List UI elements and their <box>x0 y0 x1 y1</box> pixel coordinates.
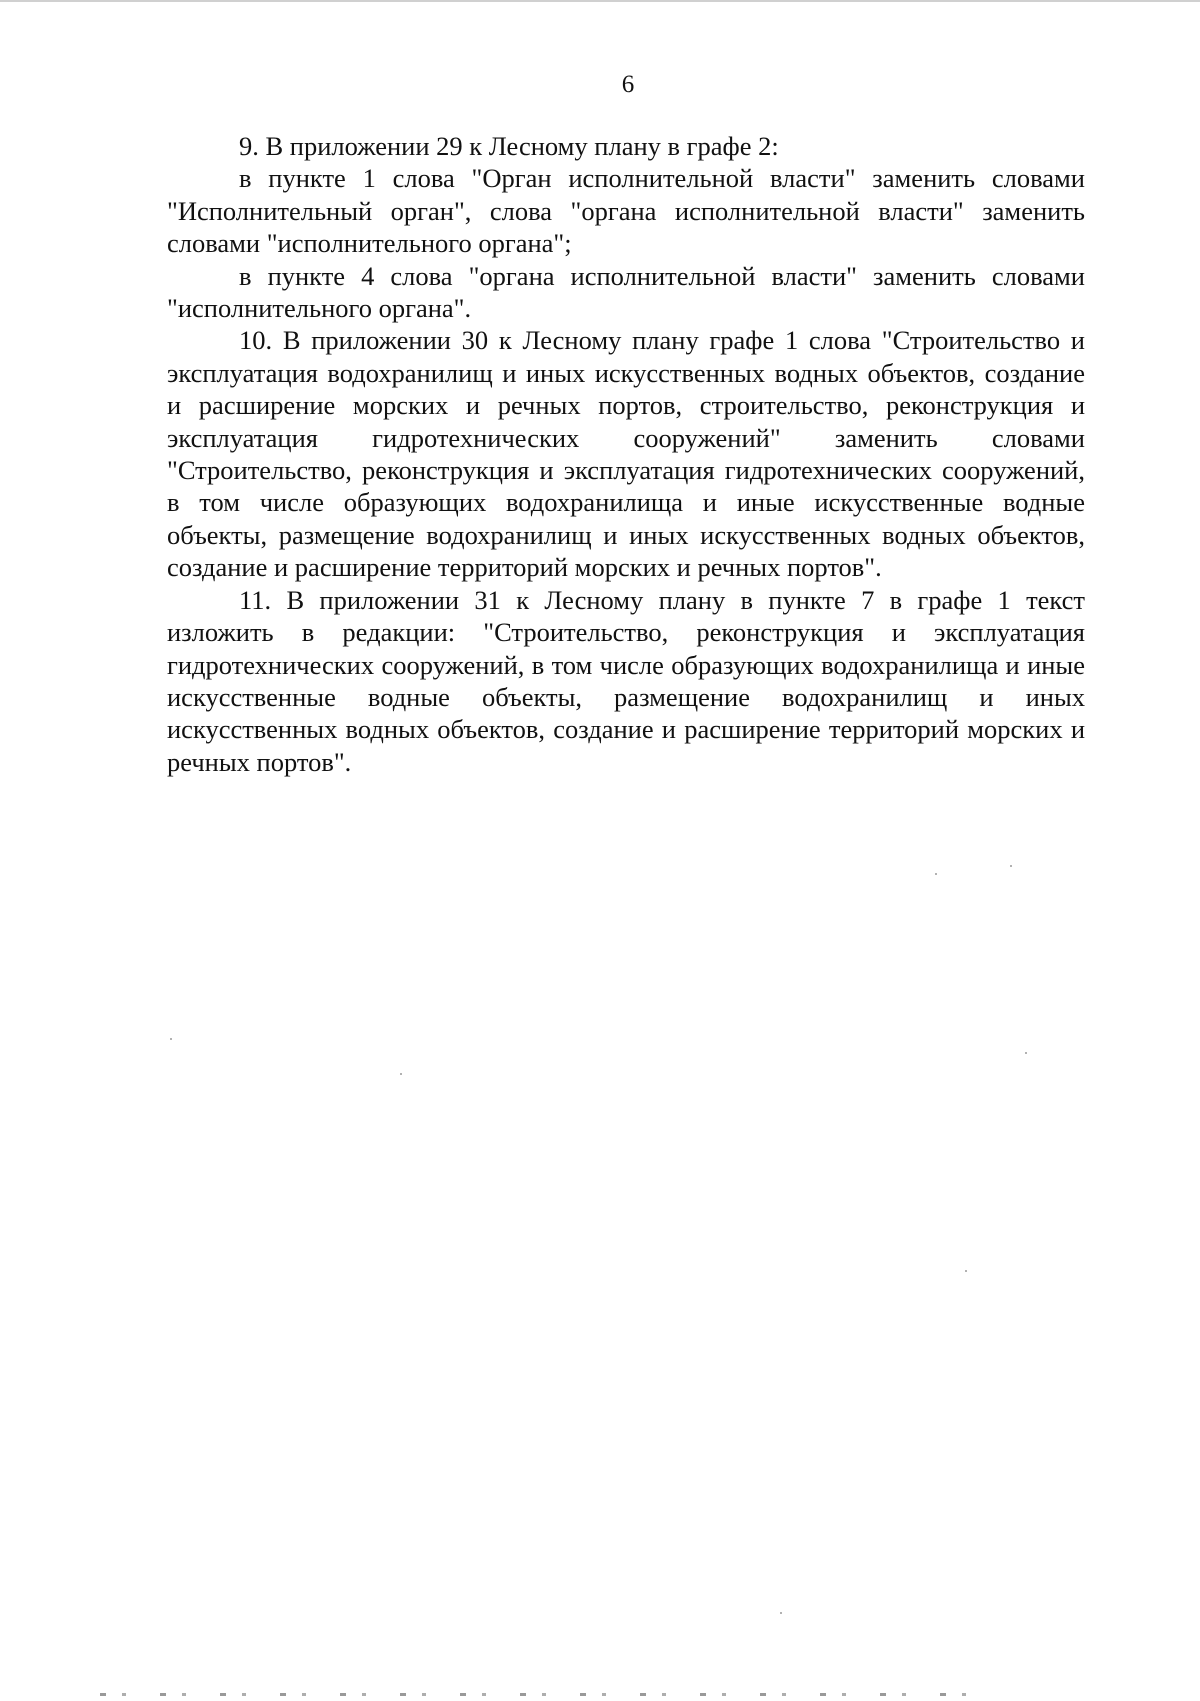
paragraph-item-9: 9. В приложении 29 к Лесному плану в графе 2: <box>239 131 779 161</box>
paragraph-item-10: 10. В приложении 30 к Лесному плану графе 1 слова "Строительство и эксплуатация водохранилищ и иных искусственных водных объектов, создание и расширение морских и речных портов, строительство, реконструкция и эксплуатация гидротехнических сооружений" заменить словами "Строительство, реконструкция и эксплуатация гидротехнических сооружений, в том числе образующих водохранилища и иные искусственные водные объекты, размещение водохранилищ и иных искусственных водных объектов, создание и расширение территорий морских и речных портов". <box>167 325 1085 583</box>
page-number: 6 <box>621 71 635 98</box>
scan-bottom-noise <box>100 1693 980 1696</box>
scan-speck <box>780 1612 782 1614</box>
scan-speck <box>400 1073 402 1075</box>
paragraph-item-9-point-1: в пункте 1 слова "Орган исполнительной власти" заменить словами "Исполнительный орган", слова "органа исполнительной власти" заменить словами "исполнительного органа"; <box>167 163 1085 259</box>
scan-speck <box>935 873 937 875</box>
document-body <box>167 130 1085 778</box>
scan-top-edge <box>0 0 1200 2</box>
scan-speck <box>1010 865 1012 867</box>
paragraph-item-9-point-4: в пункте 4 слова "органа исполнительной власти" заменить словами "исполнительного органа". <box>167 260 1085 324</box>
paragraph-item-11: 11. В приложении 31 к Лесному плану в пункте 7 в графе 1 текст изложить в редакции: "Строительство, реконструкция и эксплуатация гидротехнических сооружений, в том числе образующих водохранилища и иные искусственные водные объекты, размещение водохранилищ и иных искусственных водных объектов, создание и расширение территорий морских и речных портов". <box>167 584 1085 777</box>
scan-speck <box>965 1270 967 1272</box>
scan-speck <box>1025 1052 1027 1054</box>
scan-speck <box>170 1038 172 1040</box>
